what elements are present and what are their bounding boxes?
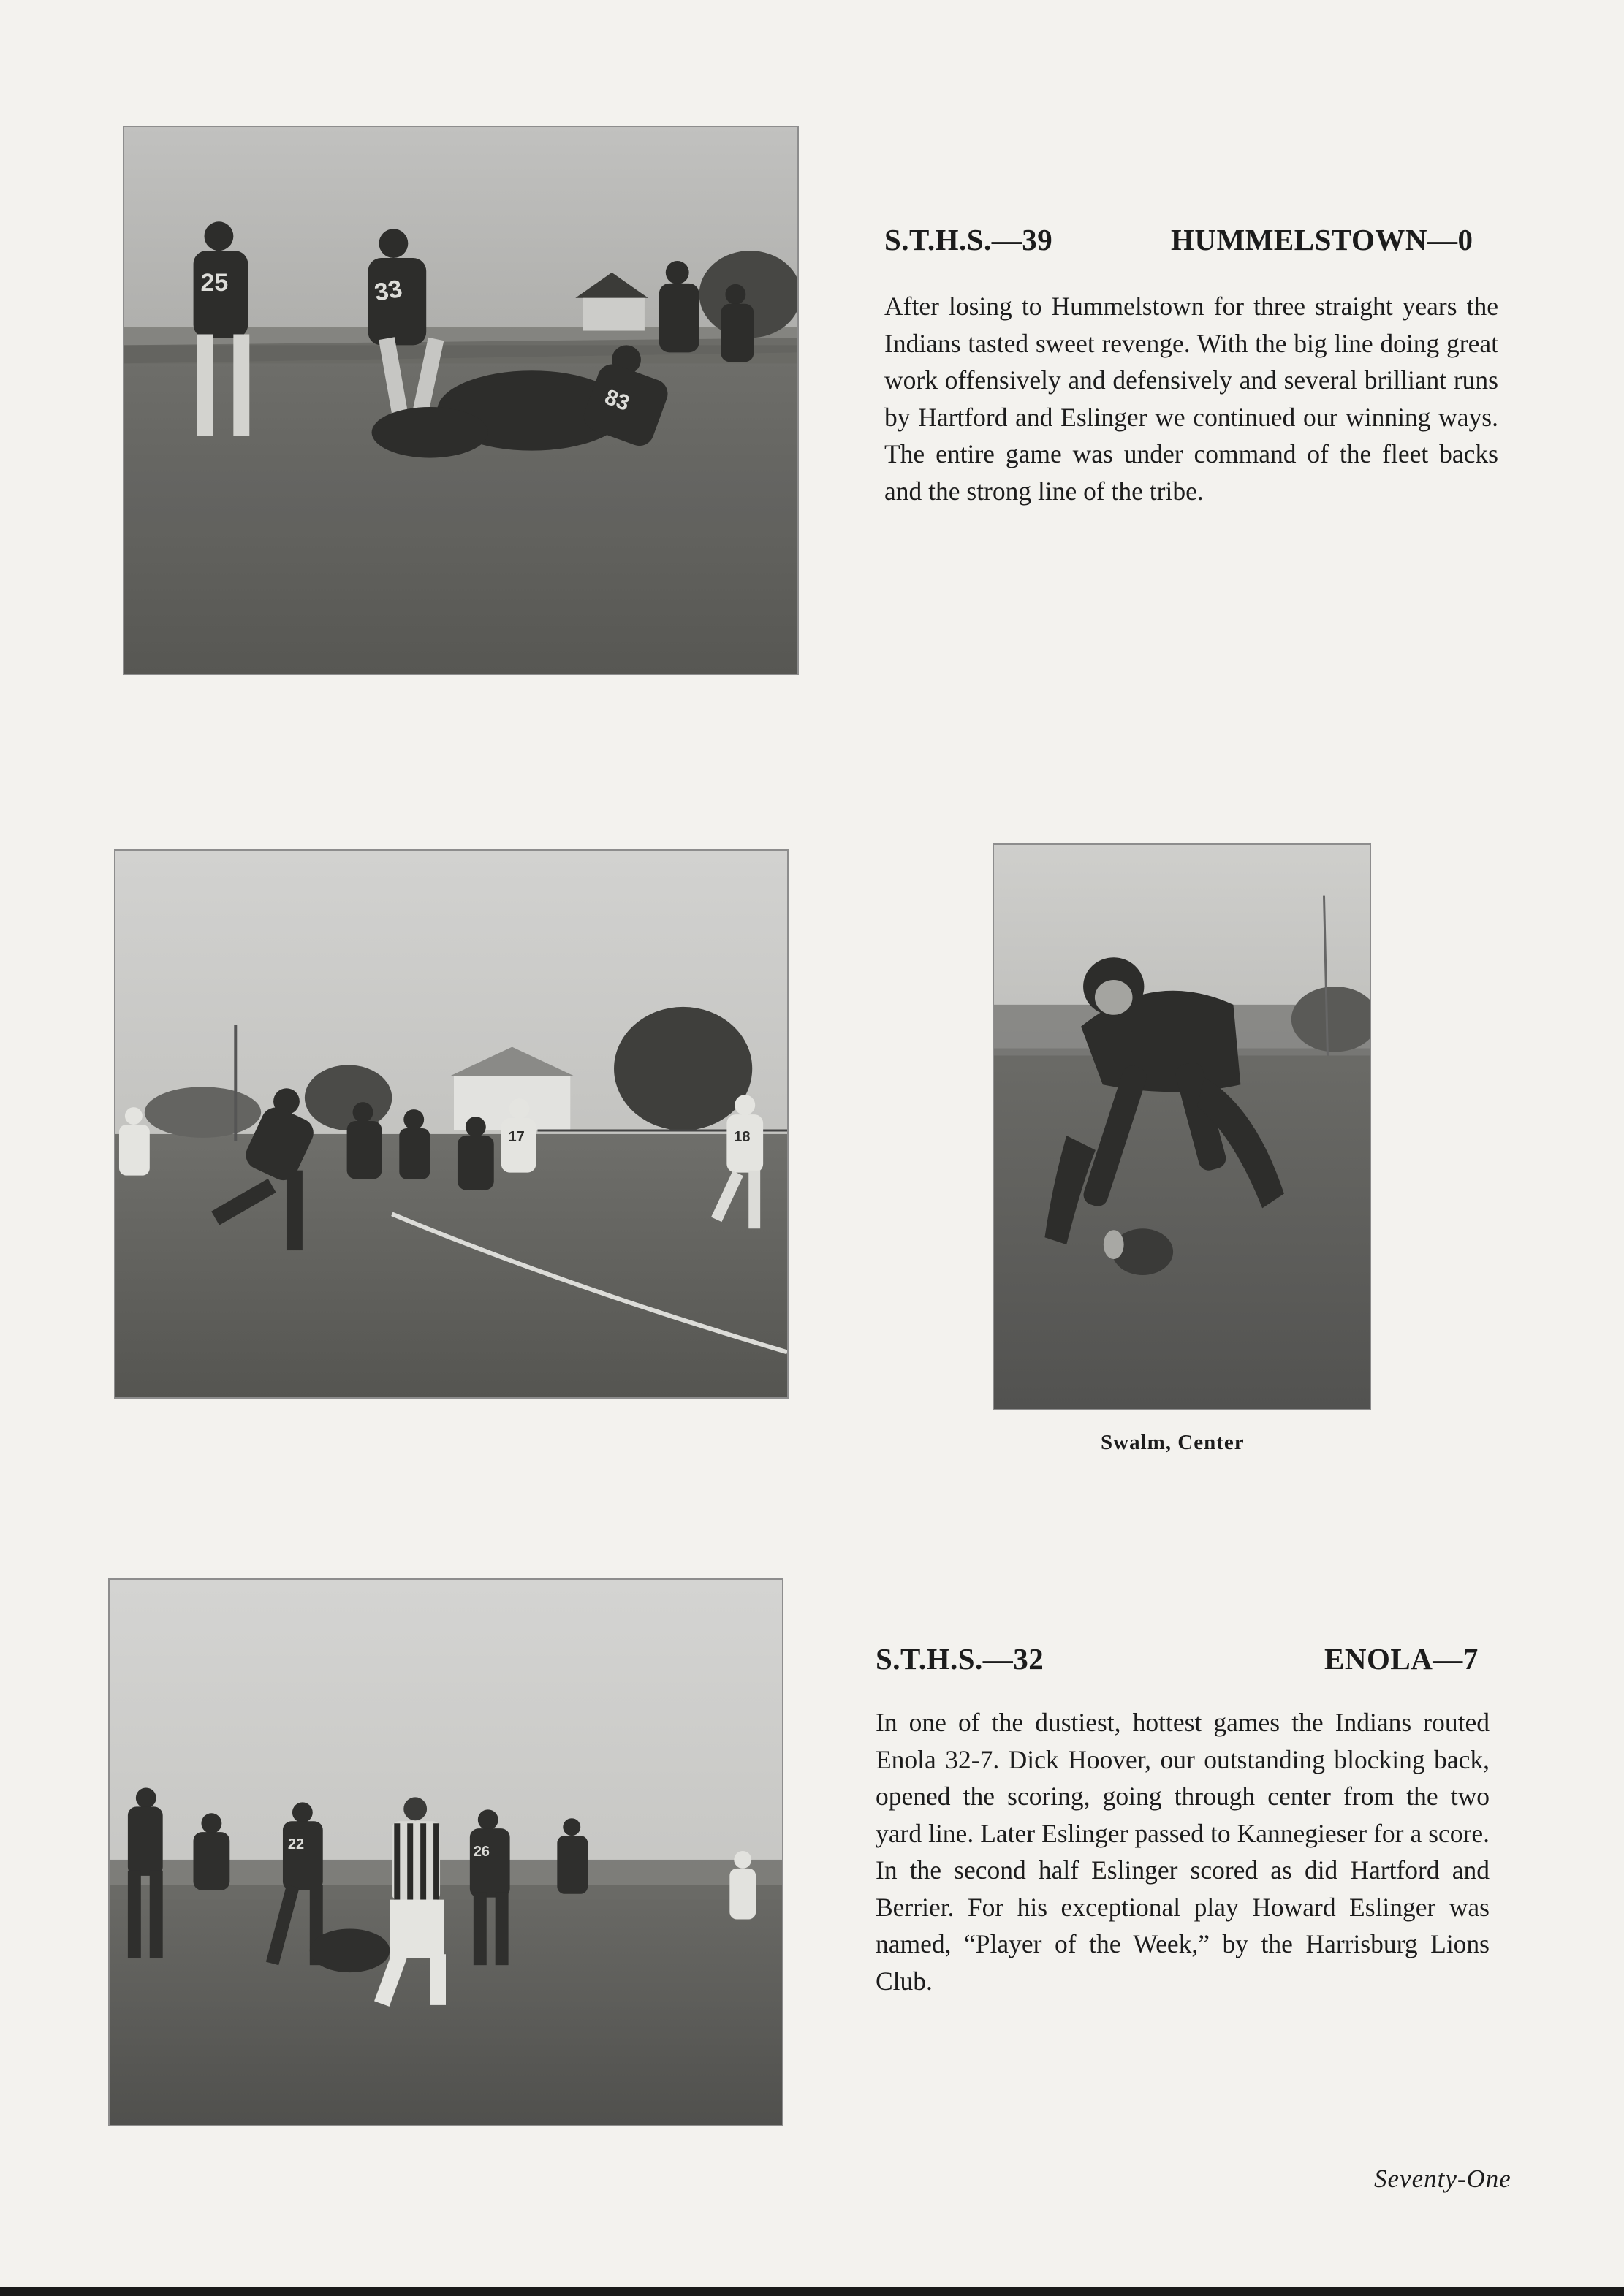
svg-text:33: 33 xyxy=(372,274,405,307)
game-2-opponent-score: ENOLA—7 xyxy=(1324,1642,1479,1676)
svg-text:26: 26 xyxy=(473,1843,490,1860)
svg-text:83: 83 xyxy=(602,384,633,417)
football-photo-pileup xyxy=(123,126,799,675)
game-1-opponent-score: HUMMELSTOWN—0 xyxy=(1171,223,1473,256)
football-photo-referee xyxy=(108,1578,783,2126)
svg-text:18: 18 xyxy=(734,1128,751,1145)
player-portrait-photo xyxy=(993,843,1371,1410)
svg-text:22: 22 xyxy=(287,1836,305,1853)
game-2-summary: In one of the dustiest, hottest games the Indians routed Enola 32-7. Dick Hoover, our outstanding blocking back, opened the scoring, going through center from the two yard line. Later Eslinger passed to Kannegieser for a score. In the second half Eslinger scored as did Hartford and Berrier. For his exceptional play Howard Eslinger was named, “Player of the Week,” by the Harrisburg Lions Club. xyxy=(876,1708,1490,1996)
football-photo-run xyxy=(114,849,789,1399)
page-bottom-edge xyxy=(0,2287,1624,2296)
game-2-home-score: S.T.H.S.—32 xyxy=(876,1642,1044,1676)
game-1-summary: After losing to Hummelstown for three straight years the Indians tasted sweet revenge. With the big line doing great work offensively and defensively and several brilliant runs by Hartford and Eslinger we continued our winning ways. The entire game was under command of the fleet backs and the strong line of the tribe. xyxy=(884,292,1498,506)
svg-text:25: 25 xyxy=(200,268,229,297)
svg-text:17: 17 xyxy=(508,1128,525,1145)
photo-caption: Swalm, Center xyxy=(1101,1431,1245,1454)
page-number: Seventy-One xyxy=(1374,2164,1511,2193)
game-1-home-score: S.T.H.S.—39 xyxy=(884,223,1053,256)
